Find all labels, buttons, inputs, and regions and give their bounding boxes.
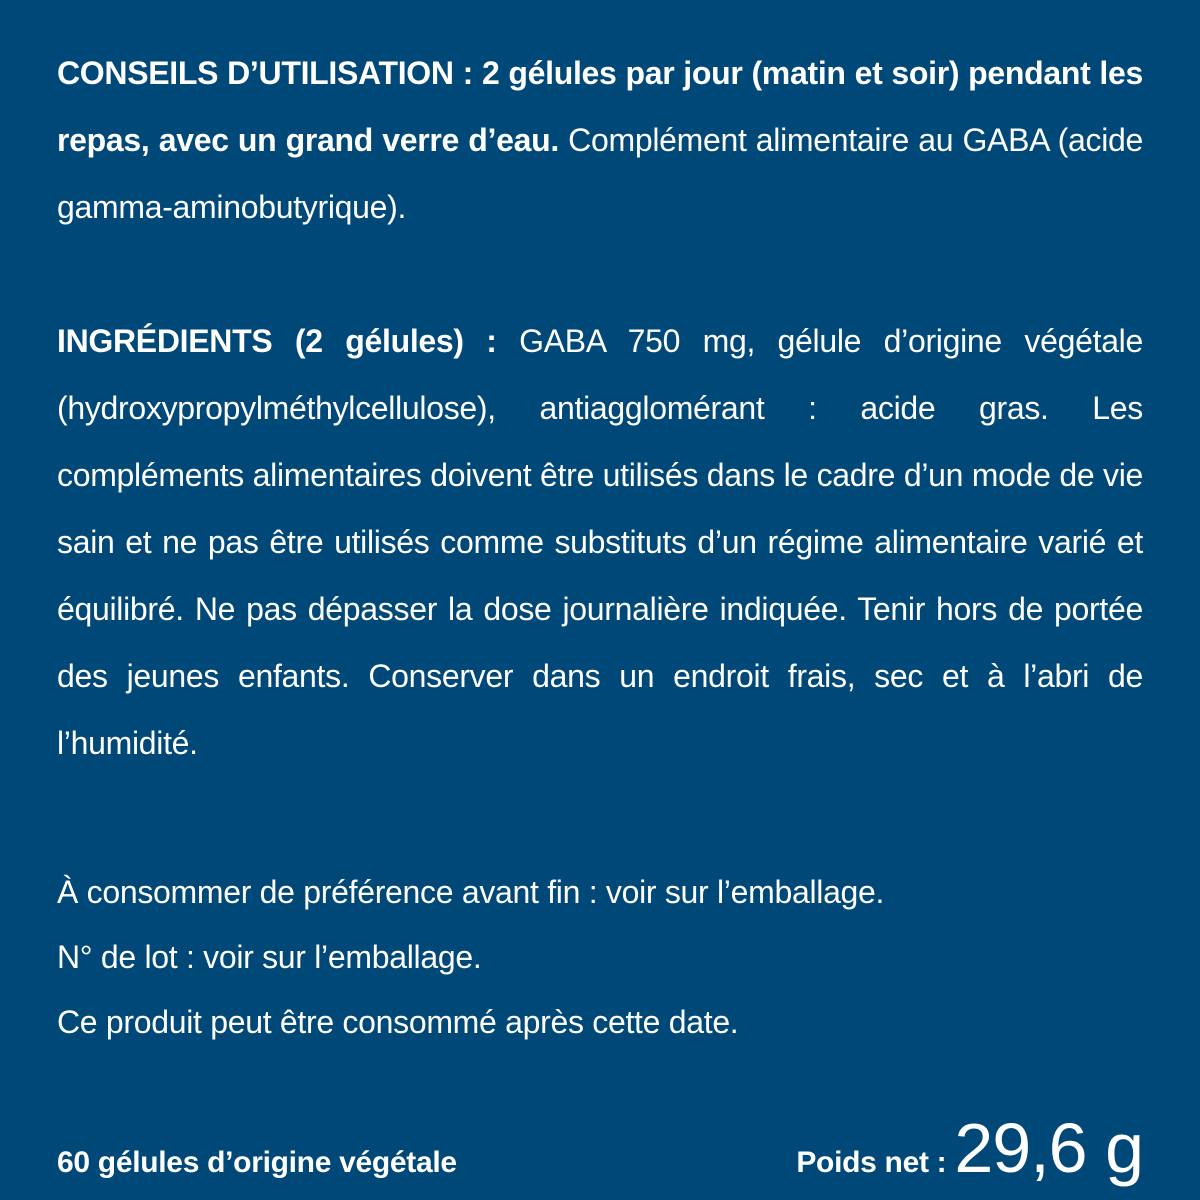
net-weight <box>796 1108 1143 1188</box>
usage-instruction: 2 gélules par jour (matin et soir) pendant les repas, avec un grand verre d’eau. <box>57 55 1143 158</box>
net-weight-value: 29,6 g <box>954 1109 1143 1187</box>
lot-number-text: N° de lot : voir sur l’emballage. <box>57 939 482 975</box>
capsule-count: 60 gélules d’origine végétale <box>57 1146 457 1179</box>
ingredients-heading: INGRÉDIENTS (2 gélules) : <box>57 323 497 359</box>
after-date-note: Ce produit peut être consommé après cette date. <box>57 1004 739 1040</box>
footer <box>57 1108 1143 1188</box>
dates-section <box>57 860 1143 1055</box>
best-before-text: À consommer de préférence avant fin : voir sur l’emballage. <box>57 874 885 910</box>
label-panel <box>57 40 1143 1187</box>
usage-section <box>57 40 1143 241</box>
net-weight-label: Poids net : <box>796 1146 947 1179</box>
usage-description: Complément alimentaire au GABA (acide gamma-aminobutyrique). <box>57 122 1143 225</box>
usage-heading: CONSEILS D’UTILISATION : <box>57 55 473 91</box>
ingredients-section <box>57 308 1143 777</box>
ingredients-text: GABA 750 mg, gélule d’origine végétale (hydroxypropylméthylcellulose), antiagglomérant : acide gras. Les compléments alimentaires doivent être utilisés dans le cadre d’un mode de vie sain et ne pas être utilisés comme substituts d’un régime alimentaire varié et équilibré. Ne pas dépasser la dose journalière indiquée. Tenir hors de portée des jeunes enfants. Conserver dans un endroit frais, sec et à l’abri de l’humidité. <box>57 323 1143 761</box>
